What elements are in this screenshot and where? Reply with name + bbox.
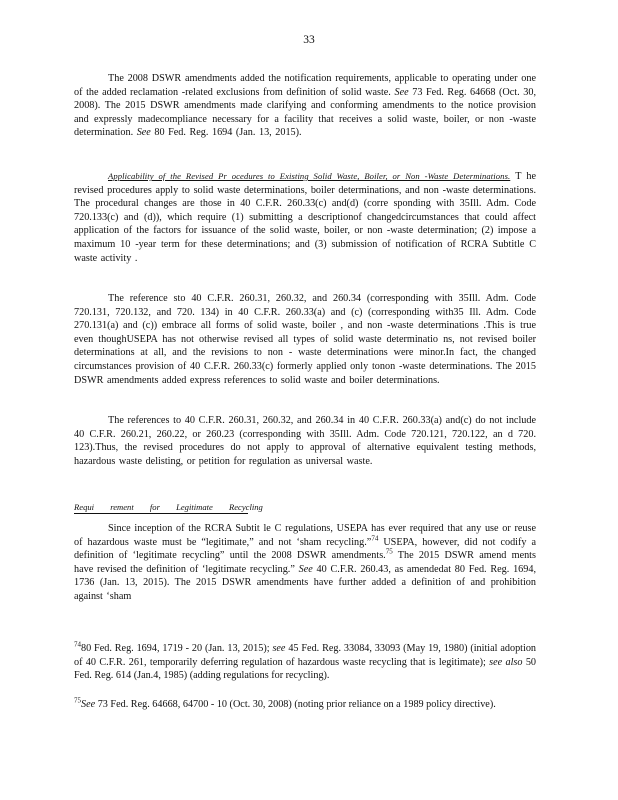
footnote-75-number: 75	[74, 696, 81, 705]
p5-see: See	[298, 563, 313, 575]
fn74-see-also: see also	[489, 656, 523, 668]
p5-a: Since inception of the RCRA Subtit le C regulations, USEPA has ever required that any use or reuse of hazardous waste must be “legitimate,” and not ‘sham recycling.”	[74, 523, 536, 548]
heading-legitimate-recycling	[74, 502, 263, 512]
heading-applicability: Applicability of the Revised Pr ocedures to Existing Solid Waste, Boiler, or Non -Waste Determinations.	[108, 171, 511, 181]
p1-text: The 2008 DSWR amendments added the notification requirements, applicable to operating under one of the added reclamation -related exclusions from definition of solid waste.	[74, 73, 536, 98]
footnote-ref-75[interactable]: 75	[385, 547, 393, 556]
fn75-a: 73 Fed. Reg. 64668, 64700 - 10 (Oct. 30, 2008) (noting prior reliance on a 1989 policy directive).	[97, 699, 496, 710]
heading-underline	[74, 513, 248, 514]
footnote-75	[74, 698, 536, 712]
p1-see2: See	[136, 127, 151, 139]
paragraph-applicability	[74, 170, 536, 265]
footnote-74-number: 74	[74, 640, 81, 649]
p1-cite: 73 Fed. Reg. 64668 (Oct. 30, 2008). The 2015 DSWR amendments made clarifying and conforming amendments to the notice provision and expressly madecompliance necessary for a facility that receives a solid waste, boiler, or non -waste determination.	[74, 86, 537, 139]
p5-c: The 2015 DSWR amend ments have revised the definition of ‘legitimate recycling.”	[74, 550, 536, 575]
heading-legitimate-recycling-text: Requi rement for Legitimate Recycling	[74, 502, 263, 512]
fn74-c: 50 Fed. Reg. 614 (Jan.4, 1985) (adding regulations for recycling).	[74, 656, 537, 682]
footnote-ref-74[interactable]: 74	[371, 534, 379, 543]
page-number: 33	[303, 34, 315, 46]
p5-d: 40 C.F.R. 260.43, as amendedat 80 Fed. Reg. 1694, 1736 (Jan. 13, 2015). The 2015 DSWR amendments have further added a definition of and prohibition against ‘sham	[74, 563, 536, 602]
p1-cite2: 80 Fed. Reg. 1694 (Jan. 13, 2015).	[154, 127, 302, 139]
p2-body: T he revised procedures apply to solid waste determinations, boiler determinations, and non -waste determinations. The procedural changes are those in 40 C.F.R. 260.33(c) and(d) (corre sponding with 35Ill. Adm. Code 720.133(c) and (d)), which require (1) submitting a descriptionof changedcircumstances that could affect application of the factors for issuance of the solid waste, boiler, or non -waste determination; (2) impose a maximum 10 -year term for these determinations; and (3) submission of notification of RCRA Subtitle C waste activity .	[74, 171, 536, 264]
footnote-74	[74, 642, 536, 683]
paragraph-notification	[74, 72, 536, 140]
fn74-b: 45 Fed. Reg. 33084, 33093 (May 19, 1980) (initial adoption of 40 C.F.R. 261, temporarily deferring regulation of hazardous waste recycling that is legitimate);	[74, 643, 537, 668]
paragraph-references-exclusions: The references to 40 C.F.R. 260.31, 260.32, and 260.34 in 40 C.F.R. 260.33(a) and(c) do not include 40 C.F.R. 260.21, 260.22, or 260.23 (corresponding with 35Ill. Adm. Code 720.121, 720.122, an d 720. 123).Thus, the revised procedures do not apply to approval of alternative equivalent testing methods, hazardous waste delisting, or petition for regulation as universal waste.	[74, 415, 536, 467]
paragraph-legitimate-recycling	[74, 522, 536, 604]
paragraph-references: The reference sto 40 C.F.R. 260.31, 260.32, and 260.34 (corresponding with 35Ill. Adm. Code 720.131, 720.132, and 720. 134) in 40 C.F.R. 260.33(a) and (c) (corresponding with35 Ill. Adm. Code 270.131(a) and (c)) embrace all forms of solid waste, boiler , and non -waste determinations .This is true even thoughUSEPA has not otherwise revised all types of solid waste determinatio ns, not revised boiler determinations at all, and the revisions to non - waste determinations were minor.In fact, the changed circumstances provision of 40 C.F.R. 260.33(c) formerly applied only tonon -waste determinations. The 2015 DSWR amendments added express references to solid waste and boiler determinations.	[74, 293, 536, 386]
fn74-a: 80 Fed. Reg. 1694, 1719 - 20 (Jan. 13, 2015);	[81, 643, 270, 654]
p1-see: See	[394, 86, 409, 98]
p5-b: USEPA, however, did not codify a definition of ‘legitimate recycling” until the 2008 DSWR amendments.	[74, 536, 536, 562]
fn74-see: see	[272, 643, 286, 654]
fn75-see: See	[81, 699, 96, 710]
